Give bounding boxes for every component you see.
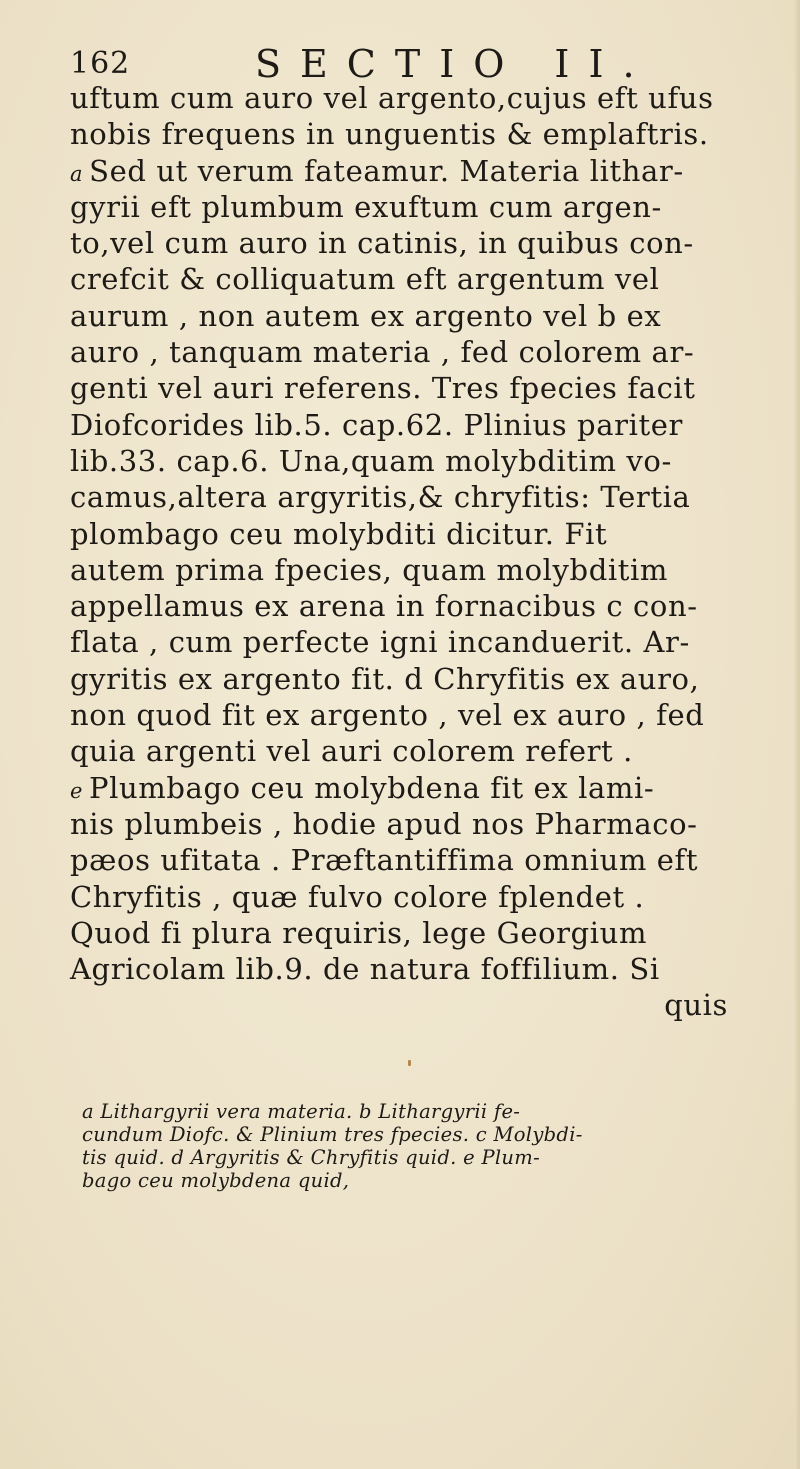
text-line: non quod fit ex argento , vel ex auro , fed — [70, 698, 705, 733]
footnote-line: bago ceu molybdena quid, — [82, 1169, 350, 1192]
footnote-line: cundum Diofc. & Plinium tres fpecies. c Molybdi- — [82, 1123, 583, 1146]
text-line: Diofcorides lib.5. cap.62. Plinius pariter — [70, 407, 683, 442]
text-line: to,vel cum auro in catinis, in quibus con- — [70, 226, 694, 261]
text-line: lib.33. cap.6. Una,quam molybditim vo- — [70, 443, 672, 478]
text-line: gyritis ex argento fit. d Chryfitis ex auro, — [70, 661, 700, 696]
text-line: plombago ceu molybditi dicitur. Fit — [70, 516, 608, 551]
text-line — [70, 153, 790, 189]
text-line: nobis frequens in unguentis & emplaftris. — [70, 117, 709, 152]
text-line: genti vel auri referens. Tres fpecies facit — [70, 371, 696, 406]
text-line: uftum cum auro vel argento,cujus eft ufus — [70, 81, 714, 115]
page-edge — [794, 0, 800, 1469]
note-marker-e: e — [70, 778, 84, 803]
text-line: quia argenti vel auri colorem refert . — [70, 734, 633, 769]
text-line: auro , tanquam materia , fed colorem ar- — [70, 335, 695, 370]
running-head: SECTIO II. — [255, 42, 654, 86]
text-line: Chryfitis , quæ fulvo colore fplendet . — [70, 879, 645, 914]
text-line: gyrii eft plumbum exuftum cum argen- — [70, 189, 662, 224]
catchword: quis — [664, 988, 728, 1023]
text-line-content: Sed ut verum fateamur. Materia lithar- — [89, 153, 684, 188]
page-number: 162 — [70, 46, 131, 81]
body-text — [70, 80, 790, 1024]
text-line: pæos ufitata . Præftantiffima omnium eft — [70, 843, 699, 878]
text-line: autem prima fpecies, quam molybditim — [70, 552, 668, 587]
ink-speck — [408, 1060, 411, 1066]
note-marker-a: a — [70, 161, 84, 186]
text-line: appellamus ex arena in fornacibus c con- — [70, 589, 698, 624]
text-line: crefcit & colliquatum eft argentum vel — [70, 262, 660, 297]
footnote-line: a Lithargyrii vera materia. b Lithargyrii fe- — [82, 1100, 521, 1123]
text-line: aurum , non autem ex argento vel b ex — [70, 298, 662, 333]
footnote-line: tis quid. d Argyritis & Chryfitis quid. e Plum- — [82, 1146, 540, 1169]
text-line: camus,altera argyritis,& chryfitis: Tertia — [70, 480, 691, 515]
text-line: flata , cum perfecte igni incanduerit. Ar- — [70, 625, 690, 660]
text-line: Agricolam lib.9. de natura foffilium. Si — [70, 952, 660, 987]
text-line-content: Plumbago ceu molybdena fit ex lami- — [89, 770, 655, 805]
text-line — [70, 770, 790, 806]
text-line: nis plumbeis , hodie apud nos Pharmaco- — [70, 806, 698, 841]
text-line: Quod fi plura requiris, lege Georgium — [70, 915, 648, 950]
footnotes — [82, 1100, 782, 1192]
